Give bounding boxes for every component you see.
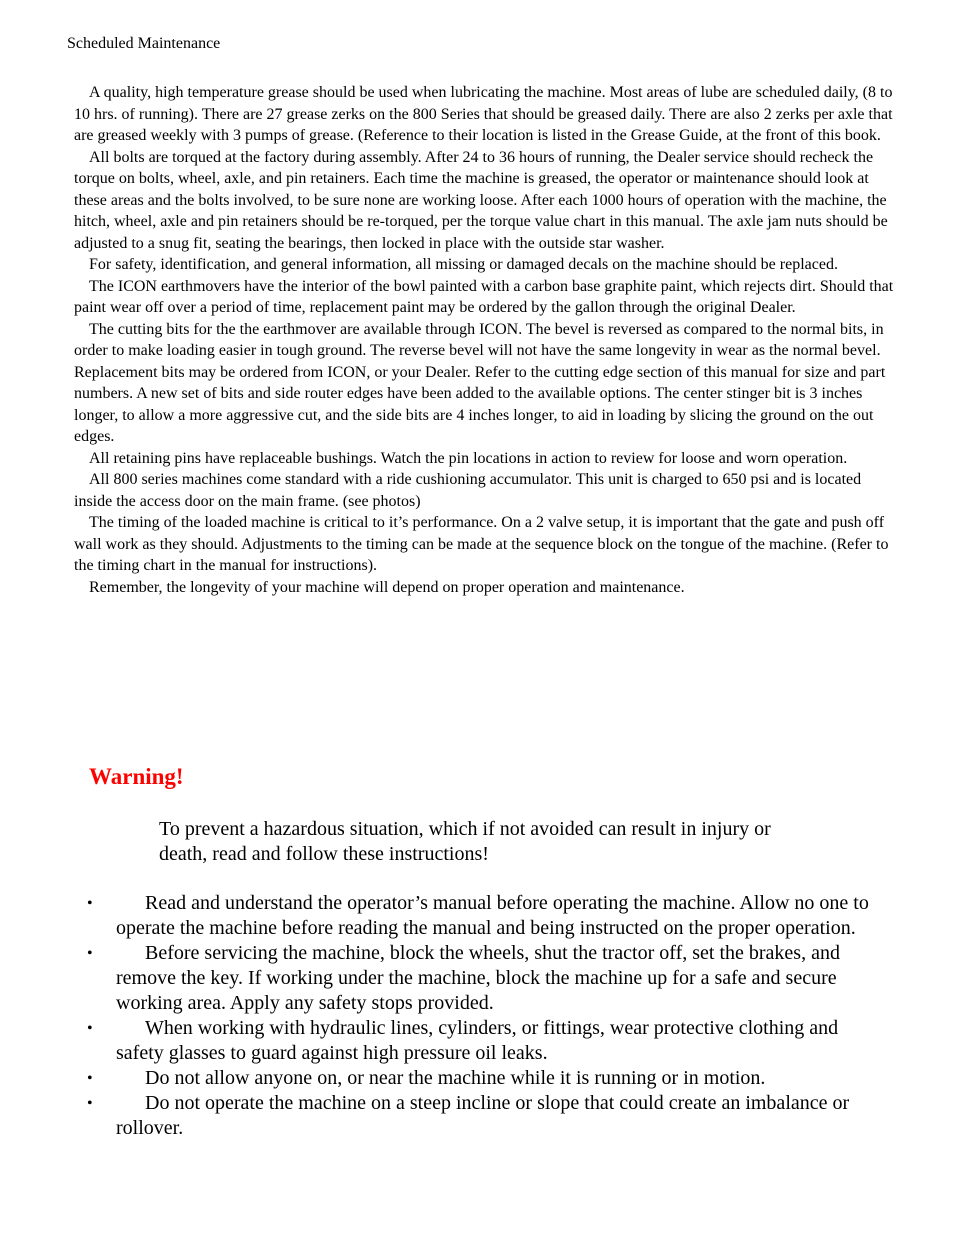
warning-item xyxy=(82,1091,872,1141)
paragraph-accumulator: All 800 series machines come standard with a ride cushioning accumulator. This unit is charged to 650 psi and is located inside the access door on the main frame. (see photos) xyxy=(74,471,862,510)
paragraph-bolt-torque: All bolts are torqued at the factory during assembly. After 24 to 36 hours of running, the Dealer service should recheck the torque on bolts, wheel, axle, and pin retainers. Each time the machine is greased, the operator or maintenance should look at these areas and the bolts involved, to be sure none are working loose. After each 1000 hours of operation with the machine, the hitch, wheel, axle and pin retainers should be re-torqued, per the torque value chart in this manual. The axle jam nuts should be adjusted to a snug fit, seating the bearings, then locked in place with the outside star washer. xyxy=(74,148,888,252)
warning-item-text: Do not allow anyone on, or near the machine while it is running or in motion. xyxy=(145,1067,766,1089)
paragraph-longevity: Remember, the longevity of your machine will depend on proper operation and maintenance. xyxy=(89,578,685,596)
maintenance-body xyxy=(74,82,896,598)
paragraph-cutting-bits: The cutting bits for the the earthmover are available through ICON. The bevel is reversed as compared to the normal bits, in order to make loading easier in tough ground. The reverse bevel will not have the same longevity in wear as the normal bevel. Replacement bits may be ordered from ICON, or your Dealer. Refer to the cutting edge section of this manual for size and part numbers. A new set of bits and side router edges have been added to the available options. The center stinger bit is 3 inches longer, to allow a more aggressive cut, and the side bits are 4 inches longer, to aid in loading by slicing the ground on the out edges. xyxy=(74,320,886,445)
paragraph-bowl-paint: The ICON earthmovers have the interior of the bowl painted with a carbon base graphite paint, which rejects dirt. Should that paint wear off over a period of time, replacement paint may be ordered by the gallon through the original Dealer. xyxy=(74,277,894,316)
bullet-icon: • xyxy=(87,1070,93,1087)
warning-item-text: Do not operate the machine on a steep incline or slope that could create an imbalance or rollover. xyxy=(116,1092,850,1139)
bullet-icon: • xyxy=(87,1020,93,1037)
warning-item xyxy=(82,941,872,1016)
warning-item-text: Read and understand the operator’s manual before operating the machine. Allow no one to operate the machine before reading the manual and being instructed on the proper operation. xyxy=(116,892,869,939)
warning-item xyxy=(82,891,872,941)
warning-intro: To prevent a hazardous situation, which if not avoided can result in injury or death, read and follow these instructions! xyxy=(159,818,771,865)
warning-item-text: When working with hydraulic lines, cylinders, or fittings, wear protective clothing and safety glasses to guard against high pressure oil leaks. xyxy=(116,1017,839,1064)
warning-item xyxy=(82,1016,872,1066)
paragraph-decals: For safety, identification, and general information, all missing or damaged decals on the machine should be replaced. xyxy=(89,256,838,273)
warning-item xyxy=(82,1066,872,1091)
page-header: Scheduled Maintenance xyxy=(67,35,221,52)
warning-list xyxy=(82,891,872,1141)
paragraph-timing: The timing of the loaded machine is critical to it’s performance. On a 2 valve setup, it is important that the gate and push off wall work as they should. Adjustments to the timing can be made at the sequence block on the tongue of the machine. (Refer to the timing chart in the manual for instructions). xyxy=(74,514,889,574)
paragraph-retaining-pins: All retaining pins have replaceable bushings. Watch the pin locations in action to review for loose and worn operation. xyxy=(89,449,848,467)
bullet-icon: • xyxy=(87,895,93,912)
warning-title: Warning! xyxy=(89,764,184,789)
bullet-icon: • xyxy=(87,1095,93,1112)
paragraph-grease: A quality, high temperature grease should be used when lubricating the machine. Most areas of lube are scheduled daily, (8 to 10 hrs. of running). There are 27 grease zerks on the 800 Series that should be greased daily. There are also 2 zerks per axle that are greased weekly with 3 pumps of grease. (Reference to their location is listed in the Grease Guide, at the front of this book. xyxy=(74,84,893,144)
warning-item-text: Before servicing the machine, block the wheels, shut the tractor off, set the brakes, and remove the key. If working under the machine, block the machine up for a safe and secure working area. Apply any safety stops provided. xyxy=(116,942,840,1014)
bullet-icon: • xyxy=(87,945,93,962)
